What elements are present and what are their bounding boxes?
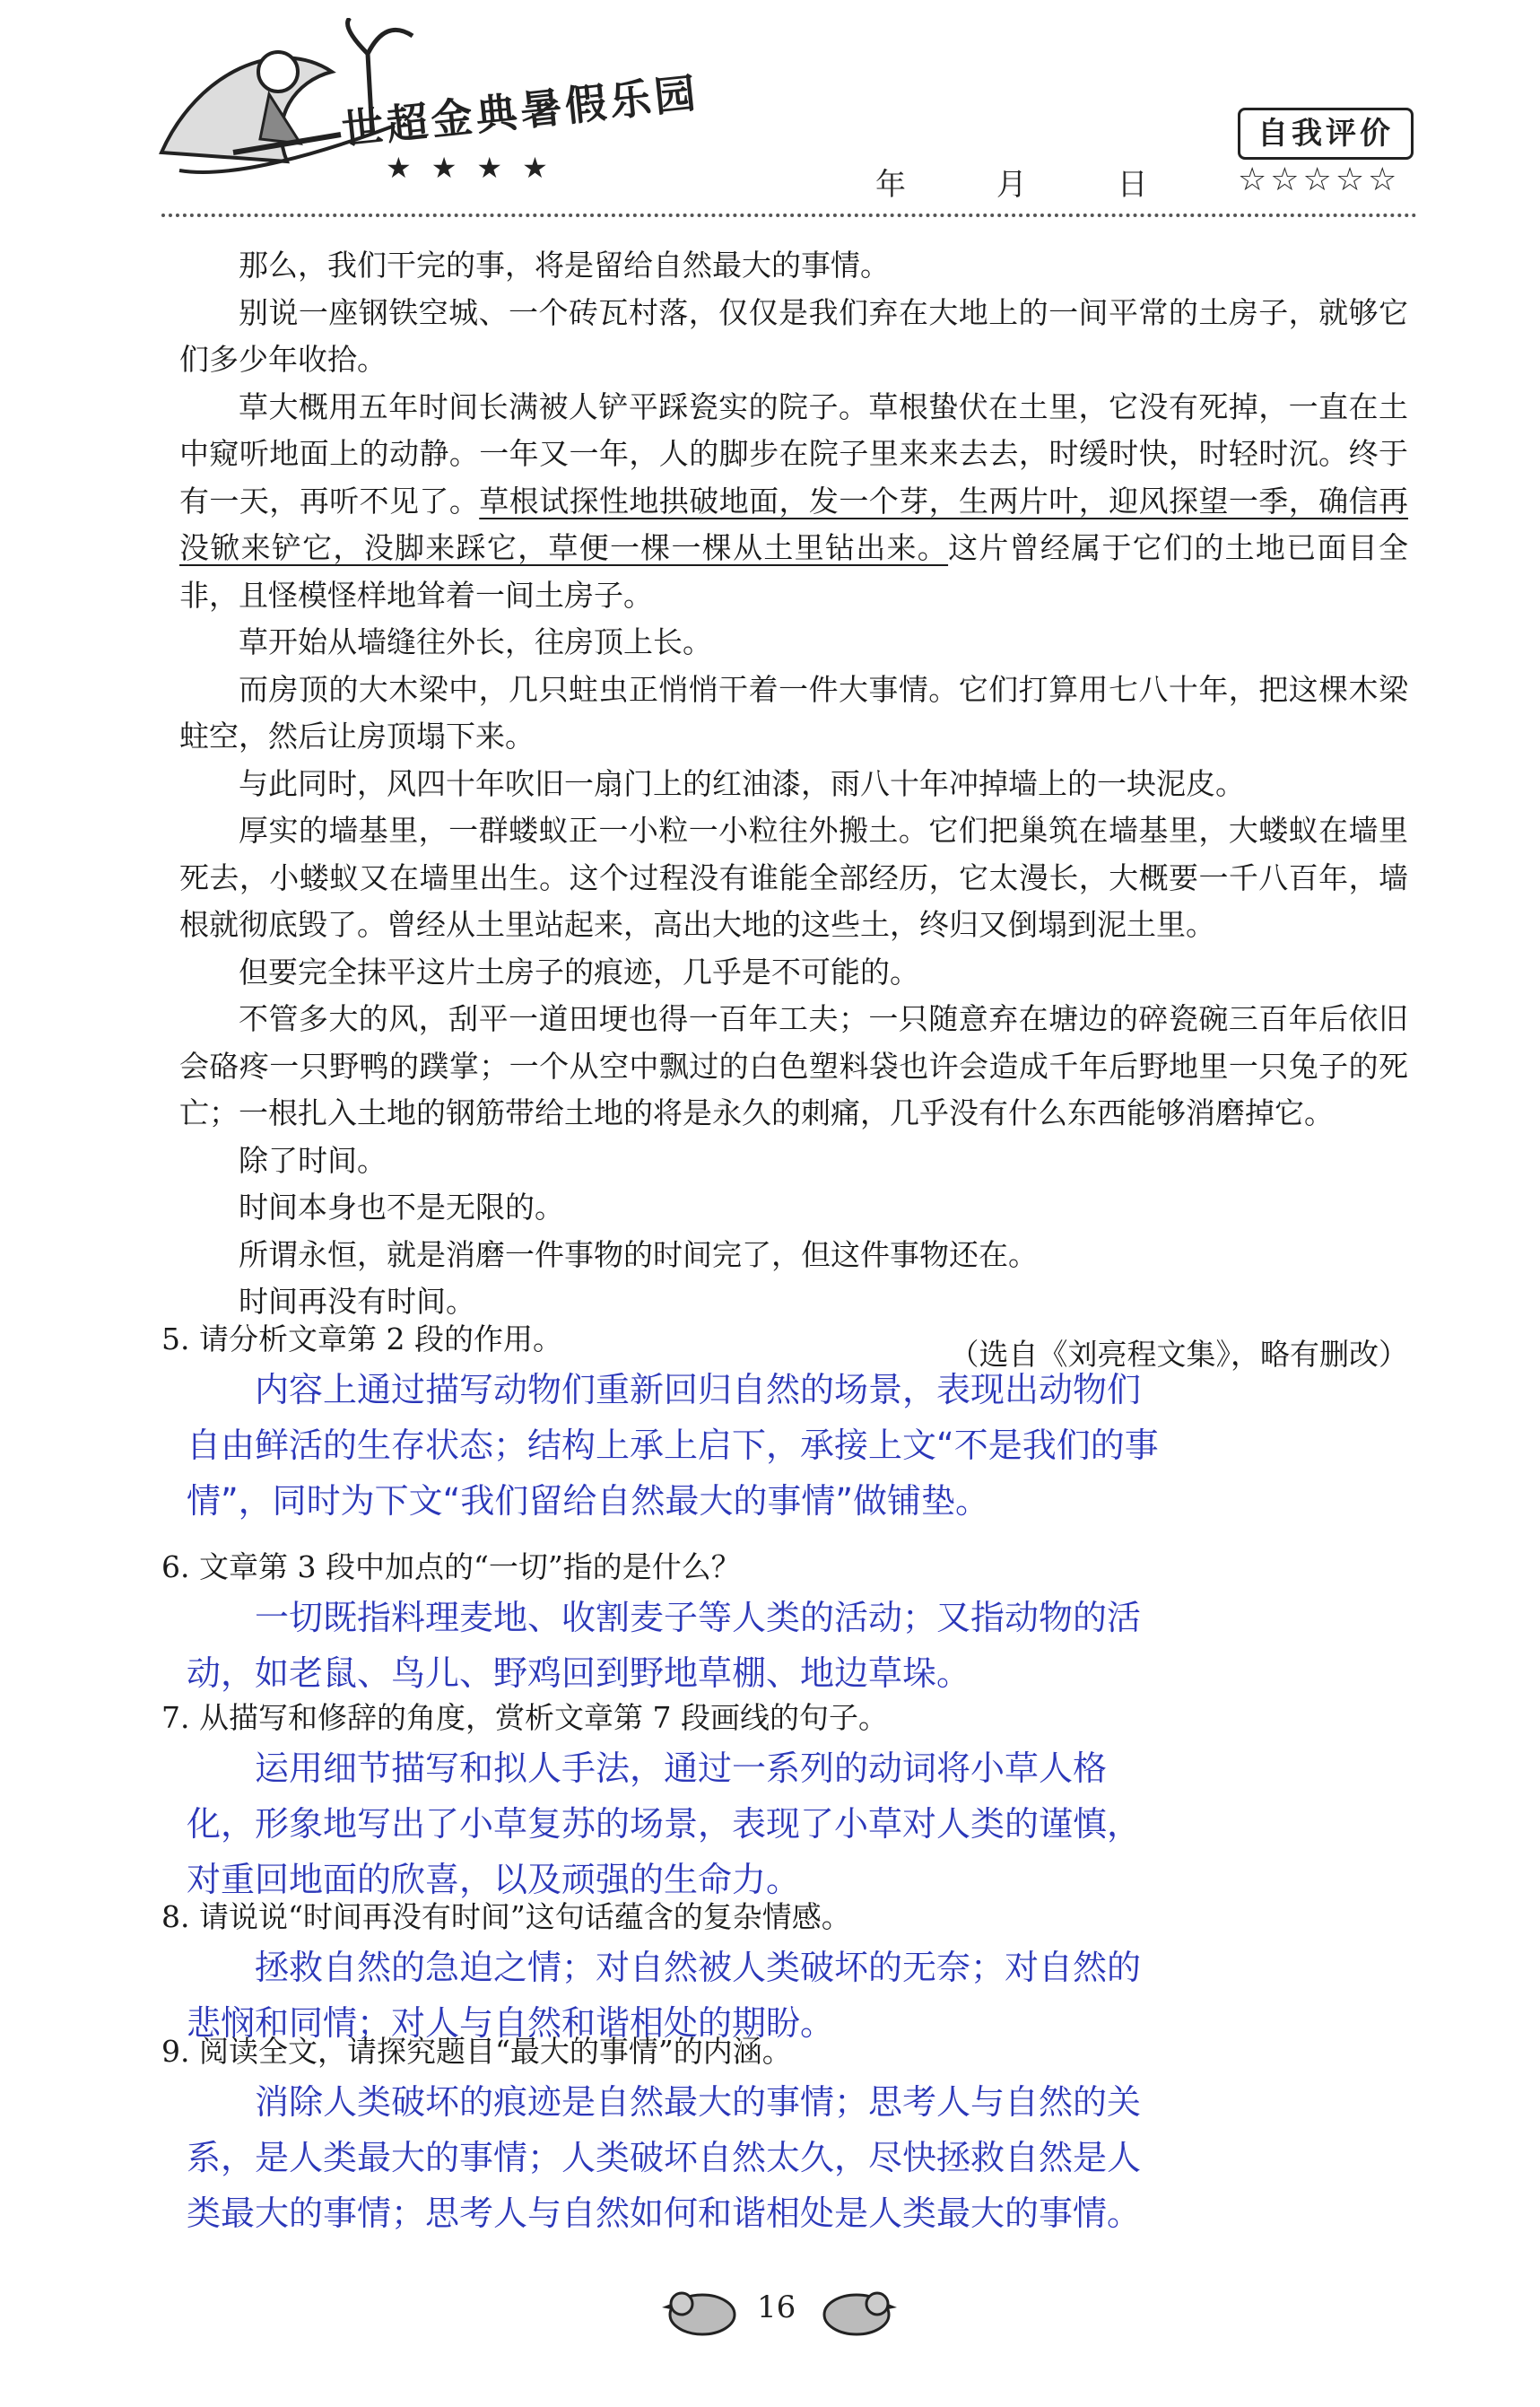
passage-paragraph: 那么，我们干完的事，将是留给自然最大的事情。	[239, 248, 890, 283]
answer-text[interactable]: 一切既指料理麦地、收割麦子等人类的活动；又指动物的活动，如老鼠、鸟儿、野鸡回到野地草棚、地边草垛。	[187, 1598, 1142, 1693]
answer-text[interactable]: 运用细节描写和拟人手法，通过一系列的动词将小草人格化，形象地写出了小草复苏的场景，表现了小草对人类的谨慎，对重回地面的欣喜，以及顽强的生命力。	[187, 1749, 1142, 1899]
question-block	[161, 1895, 1417, 2051]
question-text: 7. 从描写和修辞的角度，赏析文章第 7 段画线的句子。	[161, 1700, 888, 1735]
question-block	[161, 1696, 1417, 1907]
passage-paragraph: 时间本身也不是无限的。	[239, 1190, 564, 1225]
question-block	[161, 1317, 1417, 1529]
passage-text: 草大概用五年时间长满被人铲平踩瓷实的院子。草根蛰伏在土里，它没有死掉，一直在土中窥听地面上的动静。一年又一年，人的脚步在院子里来来去去，时缓时快，时轻时沉。终于有一天，再听不见了。	[179, 388, 1408, 519]
passage-paragraph: 不管多大的风，刮平一道田埂也得一百年工夫；一只随意弃在塘边的碎瓷碗三百年后依旧会硌疼一只野鸭的蹼掌；一个从空中飘过的白色塑料袋也许会造成千年后野地里一只兔子的死亡；一根扎入土地的钢筋带给土地的将是永久的刺痛，几乎没有什么东西能够消磨掉它。	[179, 1001, 1408, 1130]
date-day-label: 日	[1117, 167, 1148, 203]
passage-paragraph: 时间再没有时间。	[239, 1284, 475, 1319]
passage-paragraph: 而房顶的大木梁中，几只蛀虫正悄悄干着一件大事情。它们打算用七八十年，把这棵木梁蛀空，然后让房顶塌下来。	[179, 671, 1408, 754]
page-footer	[0, 2270, 1540, 2359]
passage-source: （选自《刘亮程文集》，略有删改）	[949, 1336, 1408, 1372]
passage-paragraph: 但要完全抹平这片土房子的痕迹，几乎是不可能的。	[239, 954, 919, 990]
decorative-stars-icon: ★★★★	[386, 151, 568, 185]
passage-paragraph: 除了时间。	[239, 1142, 387, 1178]
question-text: 6. 文章第 3 段中加点的“一切”指的是什么？	[161, 1549, 741, 1584]
date-year-label: 年	[875, 167, 906, 203]
self-eval-badge: 自我评价	[1238, 108, 1414, 160]
answer-text[interactable]: 内容上通过描写动物们重新回归自然的场景，表现出动物们自由鲜活的生存状态；结构上承上启下，承接上文“不是我们的事情”，同时为下文“我们留给自然最大的事情”做铺垫。	[187, 1370, 1159, 1521]
passage-paragraph: 与此同时，风四十年吹旧一扇门上的红油漆，雨八十年冲掉墙上的一块泥皮。	[239, 765, 1245, 801]
passage-paragraph: 厚实的墙基里，一群蝼蚁正一小粒一小粒往外搬土。它们把巢筑在墙基里，大蝼蚁在墙里死去，小蝼蚁又在墙里出生。这个过程没有谁能全部经历，它太漫长，大概要一千八百年，墙根就彻底毁了。曾经从土里站起来，高出大地的这些土，终归又倒塌到泥土里。	[179, 813, 1408, 942]
rating-stars[interactable]: ☆☆☆☆☆	[1238, 161, 1401, 198]
bird-right-icon	[816, 2279, 897, 2342]
passage-paragraph: 别说一座钢铁空城、一个砖瓦村落，仅仅是我们弃在大地上的一间平常的土房子，就够它们多少年收拾。	[179, 294, 1408, 377]
page-number: 16	[757, 2289, 796, 2325]
page-header	[0, 0, 1540, 215]
question-text: 9. 阅读全文，请探究题目“最大的事情”的内涵。	[161, 2034, 792, 2069]
header-divider	[161, 214, 1417, 217]
passage-paragraph	[179, 384, 1408, 620]
answer-text[interactable]: 拯救自然的急迫之情；对自然被人类破坏的无奈；对自然的悲悯和同情；对人与自然和谐相处的期盼。	[187, 1948, 1142, 2043]
question-text: 8. 请说说“时间再没有时间”这句话蕴含的复杂情感。	[161, 1899, 851, 1934]
answer-text[interactable]: 消除人类破坏的痕迹是自然最大的事情；思考人与自然的关系，是人类最大的事情；人类破坏自然太久，尽快拯救自然是人类最大的事情；思考人与自然如何和谐相处是人类最大的事情。	[187, 2082, 1142, 2233]
question-block	[161, 2029, 1417, 2241]
date-line	[875, 160, 1229, 204]
passage-text: 这片曾经属于它们的土地已面目全非，且怪模怪样地耸着一间土房子。	[179, 530, 1409, 613]
passage-paragraph: 草开始从墙缝往外长，往房顶上长。	[239, 624, 712, 659]
series-title: 世超金典暑假乐园	[339, 68, 702, 154]
underlined-sentence: 草根试探性地拱破地面，发一个芽，生两片叶，迎风探望一季，确信再没锨来铲它，没脚来踩它，草便一棵一棵从土里钻出来。	[179, 483, 1409, 565]
reading-passage	[179, 242, 1408, 1378]
question-block	[161, 1545, 1417, 1701]
date-month-label: 月	[996, 167, 1027, 203]
question-text: 5. 请分析文章第 2 段的作用。	[161, 1321, 562, 1356]
passage-paragraph: 所谓永恒，就是消磨一件事物的时间完了，但这件事物还在。	[239, 1236, 1038, 1272]
bird-left-icon	[662, 2279, 743, 2342]
